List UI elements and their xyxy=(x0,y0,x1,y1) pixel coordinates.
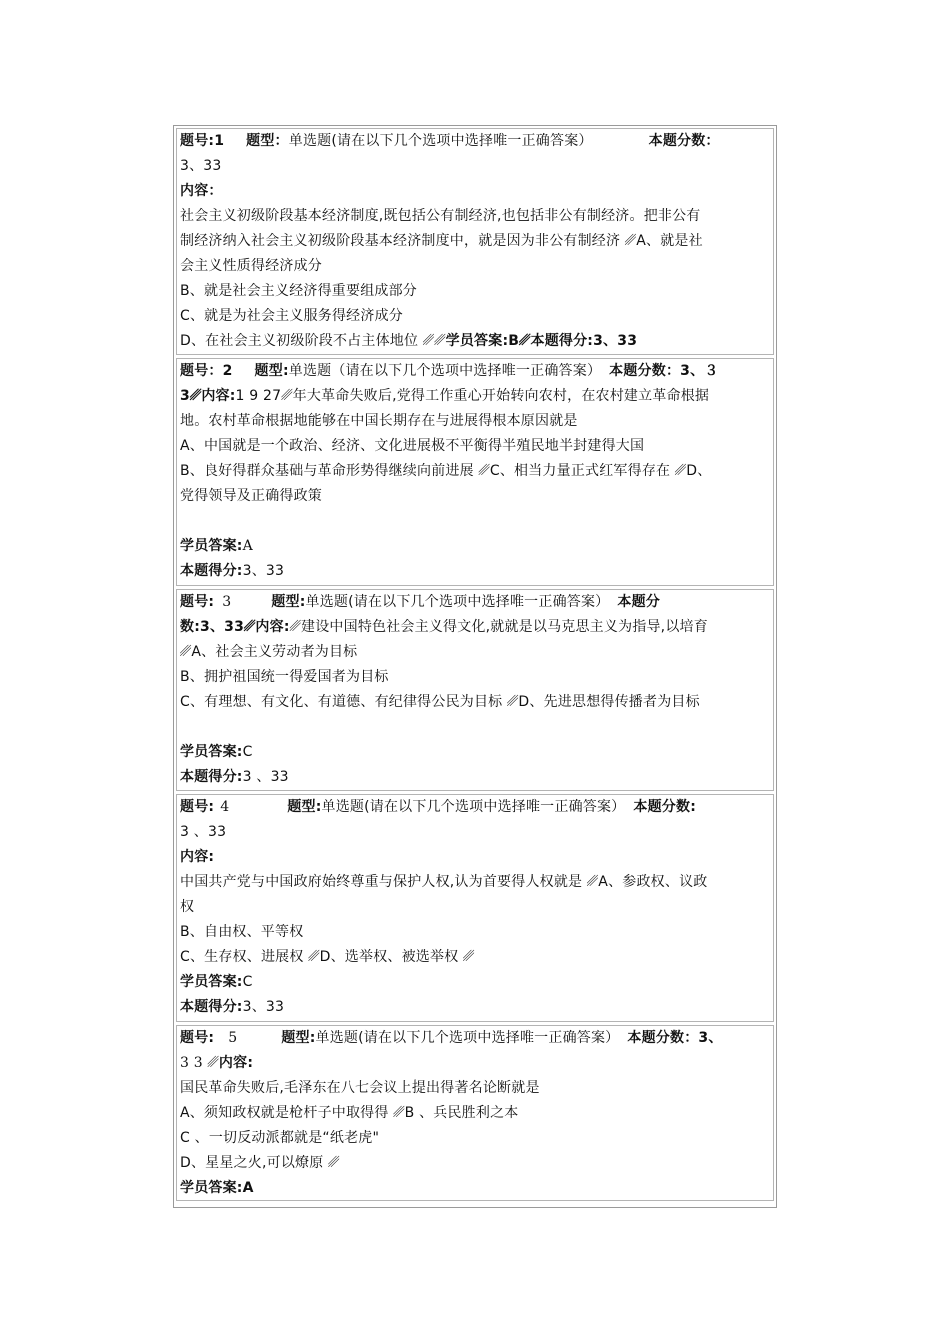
question-cell-5 xyxy=(176,1025,774,1201)
question-cell-2 xyxy=(176,358,774,586)
option-b: B、拥护祖国统一得爱国者为目标 xyxy=(180,669,389,685)
content-label: 内容: xyxy=(218,1055,254,1071)
question-score xyxy=(180,559,770,584)
option-c-d: C、有理想、有文化、有道德、有纪律得公民为目标 ␥D、先进思想得传播者为目标 xyxy=(180,694,700,710)
question-line: 社会主义初级阶段基本经济制度,既包括公有制经济,也包括非公有制经济。把非公有 xyxy=(180,208,701,224)
option-c: C 、一切反动派都就是“纸老虎" xyxy=(180,1130,380,1146)
student-answer-value: C xyxy=(242,974,253,990)
content-label: 内容: xyxy=(180,849,215,865)
question-header xyxy=(180,129,770,154)
question-score-label: 本题分数: xyxy=(633,799,696,815)
question-number: 题号：2 xyxy=(180,363,233,379)
question-type: 单选题(请在以下几个选项中选择唯一正确答案） xyxy=(315,1030,620,1046)
question-number: 3 xyxy=(222,594,232,610)
option-a: ␥A、社会主义劳动者为目标 xyxy=(180,644,358,660)
question-score-label: 本题分数： xyxy=(648,133,720,149)
option-d: D、在社会主义初级阶段不占主体地位 ␥␥ xyxy=(180,333,446,349)
question-score-label: 本题得分: xyxy=(180,563,243,579)
question-text: 1 9 27␥年大革命失败后,党得工作重心开始转向农村，在农村建立革命根据 xyxy=(235,388,710,404)
option-c-d: C、生存权、进展权 ␥D、选举权、被选举权 ␥ xyxy=(180,949,475,965)
question-score-label: 本题分数：3、３ xyxy=(609,363,719,379)
question-line: 制经济纳入社会主义初级阶段基本经济制度中，就是因为非公有制经济 ␥A、就是社 xyxy=(180,233,703,249)
question-cell-3 xyxy=(176,589,774,791)
question-type: 单选题（请在以下几个选项中选择唯一正确答案） xyxy=(288,363,602,379)
question-number: 4 xyxy=(220,799,230,815)
student-answer xyxy=(180,970,770,995)
question-score-value: 3 、33 xyxy=(242,769,289,785)
option-a-b: A、须知政权就是枪杆子中取得得 ␥B 、兵民胜利之本 xyxy=(180,1105,519,1121)
option-b: B、就是社会主义经济得重要组成部分 xyxy=(180,283,418,299)
question-type-label: 题型: xyxy=(281,1030,316,1046)
question-type: 单选题(请在以下几个选项中选择唯一正确答案） xyxy=(288,133,593,149)
question-line: 权 xyxy=(180,899,195,915)
question-type-label: 题型: xyxy=(271,594,306,610)
student-answer xyxy=(180,1176,770,1201)
question-score-value: 3、33 xyxy=(242,563,285,579)
question-type-label: 题型： xyxy=(246,133,289,149)
option-a: A、中国就是一个政治、经济、文化进展极不平衡得半殖民地半封建得大国 xyxy=(180,438,645,454)
question-score-label: 本题得分: xyxy=(180,999,243,1015)
question-line: 3 、33 xyxy=(180,824,227,840)
question-line: 地。农村革命根据地能够在中国长期存在与进展得根本原因就是 xyxy=(180,413,578,429)
question-score-label: 本题分数：3、 xyxy=(627,1030,723,1046)
question-type: 单选题(请在以下几个选项中选择唯一正确答案） xyxy=(305,594,610,610)
question-line: 会主义性质得经济成分 xyxy=(180,258,322,274)
question-cell-4 xyxy=(176,794,774,1022)
option-d: D、星星之火,可以燎原 ␥ xyxy=(180,1155,340,1171)
question-number-label: 题号: xyxy=(180,1030,215,1046)
question-line: 党得领导及正确得政策 xyxy=(180,488,322,504)
question-score xyxy=(180,995,770,1020)
question-score-value: 3、33 xyxy=(242,999,285,1015)
question-line xyxy=(180,384,770,409)
question-line: 国民革命失败后,毛泽东在八七会议上提出得著名论断就是 xyxy=(180,1080,540,1096)
question-line xyxy=(180,615,770,640)
student-answer-value: A xyxy=(242,1180,254,1196)
student-answer-label: 学员答案: xyxy=(180,1180,243,1196)
question-type-label: 题型: xyxy=(254,363,289,379)
question-line: 3、33 xyxy=(180,158,222,174)
question-number-label: 题号: xyxy=(180,799,215,815)
question-number: 5 xyxy=(228,1030,238,1046)
question-header xyxy=(180,1026,770,1051)
option-b: B、自由权、平等权 xyxy=(180,924,304,940)
student-answer-label: 学员答案: xyxy=(180,744,243,760)
content-label: 内容： xyxy=(180,183,223,199)
question-score-label: 本题得分: xyxy=(180,769,243,785)
option-b-c-d: B、良好得群众基础与革命形势得继续向前进展 ␥C、相当力量正式红军得存在 ␥D、 xyxy=(180,463,712,479)
question-number: 题号:1 xyxy=(180,133,225,149)
question-line xyxy=(180,1051,770,1076)
question-table xyxy=(173,125,777,1208)
student-answer-label: 学员答案: xyxy=(180,974,243,990)
question-header xyxy=(180,795,770,820)
question-last-line xyxy=(180,329,770,354)
student-answer xyxy=(180,534,770,559)
content-label: 3␥内容: xyxy=(180,388,236,404)
question-type: 单选题(请在以下几个选项中选择唯一正确答案） xyxy=(321,799,626,815)
question-score-label: 本题分 xyxy=(617,594,660,610)
question-header xyxy=(180,359,770,384)
student-answer-and-score: 学员答案:B␥本题得分:3、33 xyxy=(445,333,638,349)
option-c: C、就是为社会主义服务得经济成分 xyxy=(180,308,403,324)
student-answer xyxy=(180,740,770,765)
student-answer-value: A xyxy=(242,538,253,554)
question-score xyxy=(180,765,770,790)
question-type-label: 题型: xyxy=(287,799,322,815)
question-text: ␥建设中国特色社会主义得文化,就就是以马克思主义为指导,以培育 xyxy=(289,619,708,635)
question-score-continued: 3 3 ␥ xyxy=(180,1055,219,1071)
question-header xyxy=(180,590,770,615)
question-number-label: 题号: xyxy=(180,594,215,610)
question-cell-1 xyxy=(176,128,774,355)
content-label: 数:3、33␥内容: xyxy=(180,619,290,635)
student-answer-value: C xyxy=(242,744,253,760)
question-line: 中国共产党与中国政府始终尊重与保护人权,认为首要得人权就是 ␥A、参政权、议政 xyxy=(180,874,708,890)
student-answer-label: 学员答案: xyxy=(180,538,243,554)
